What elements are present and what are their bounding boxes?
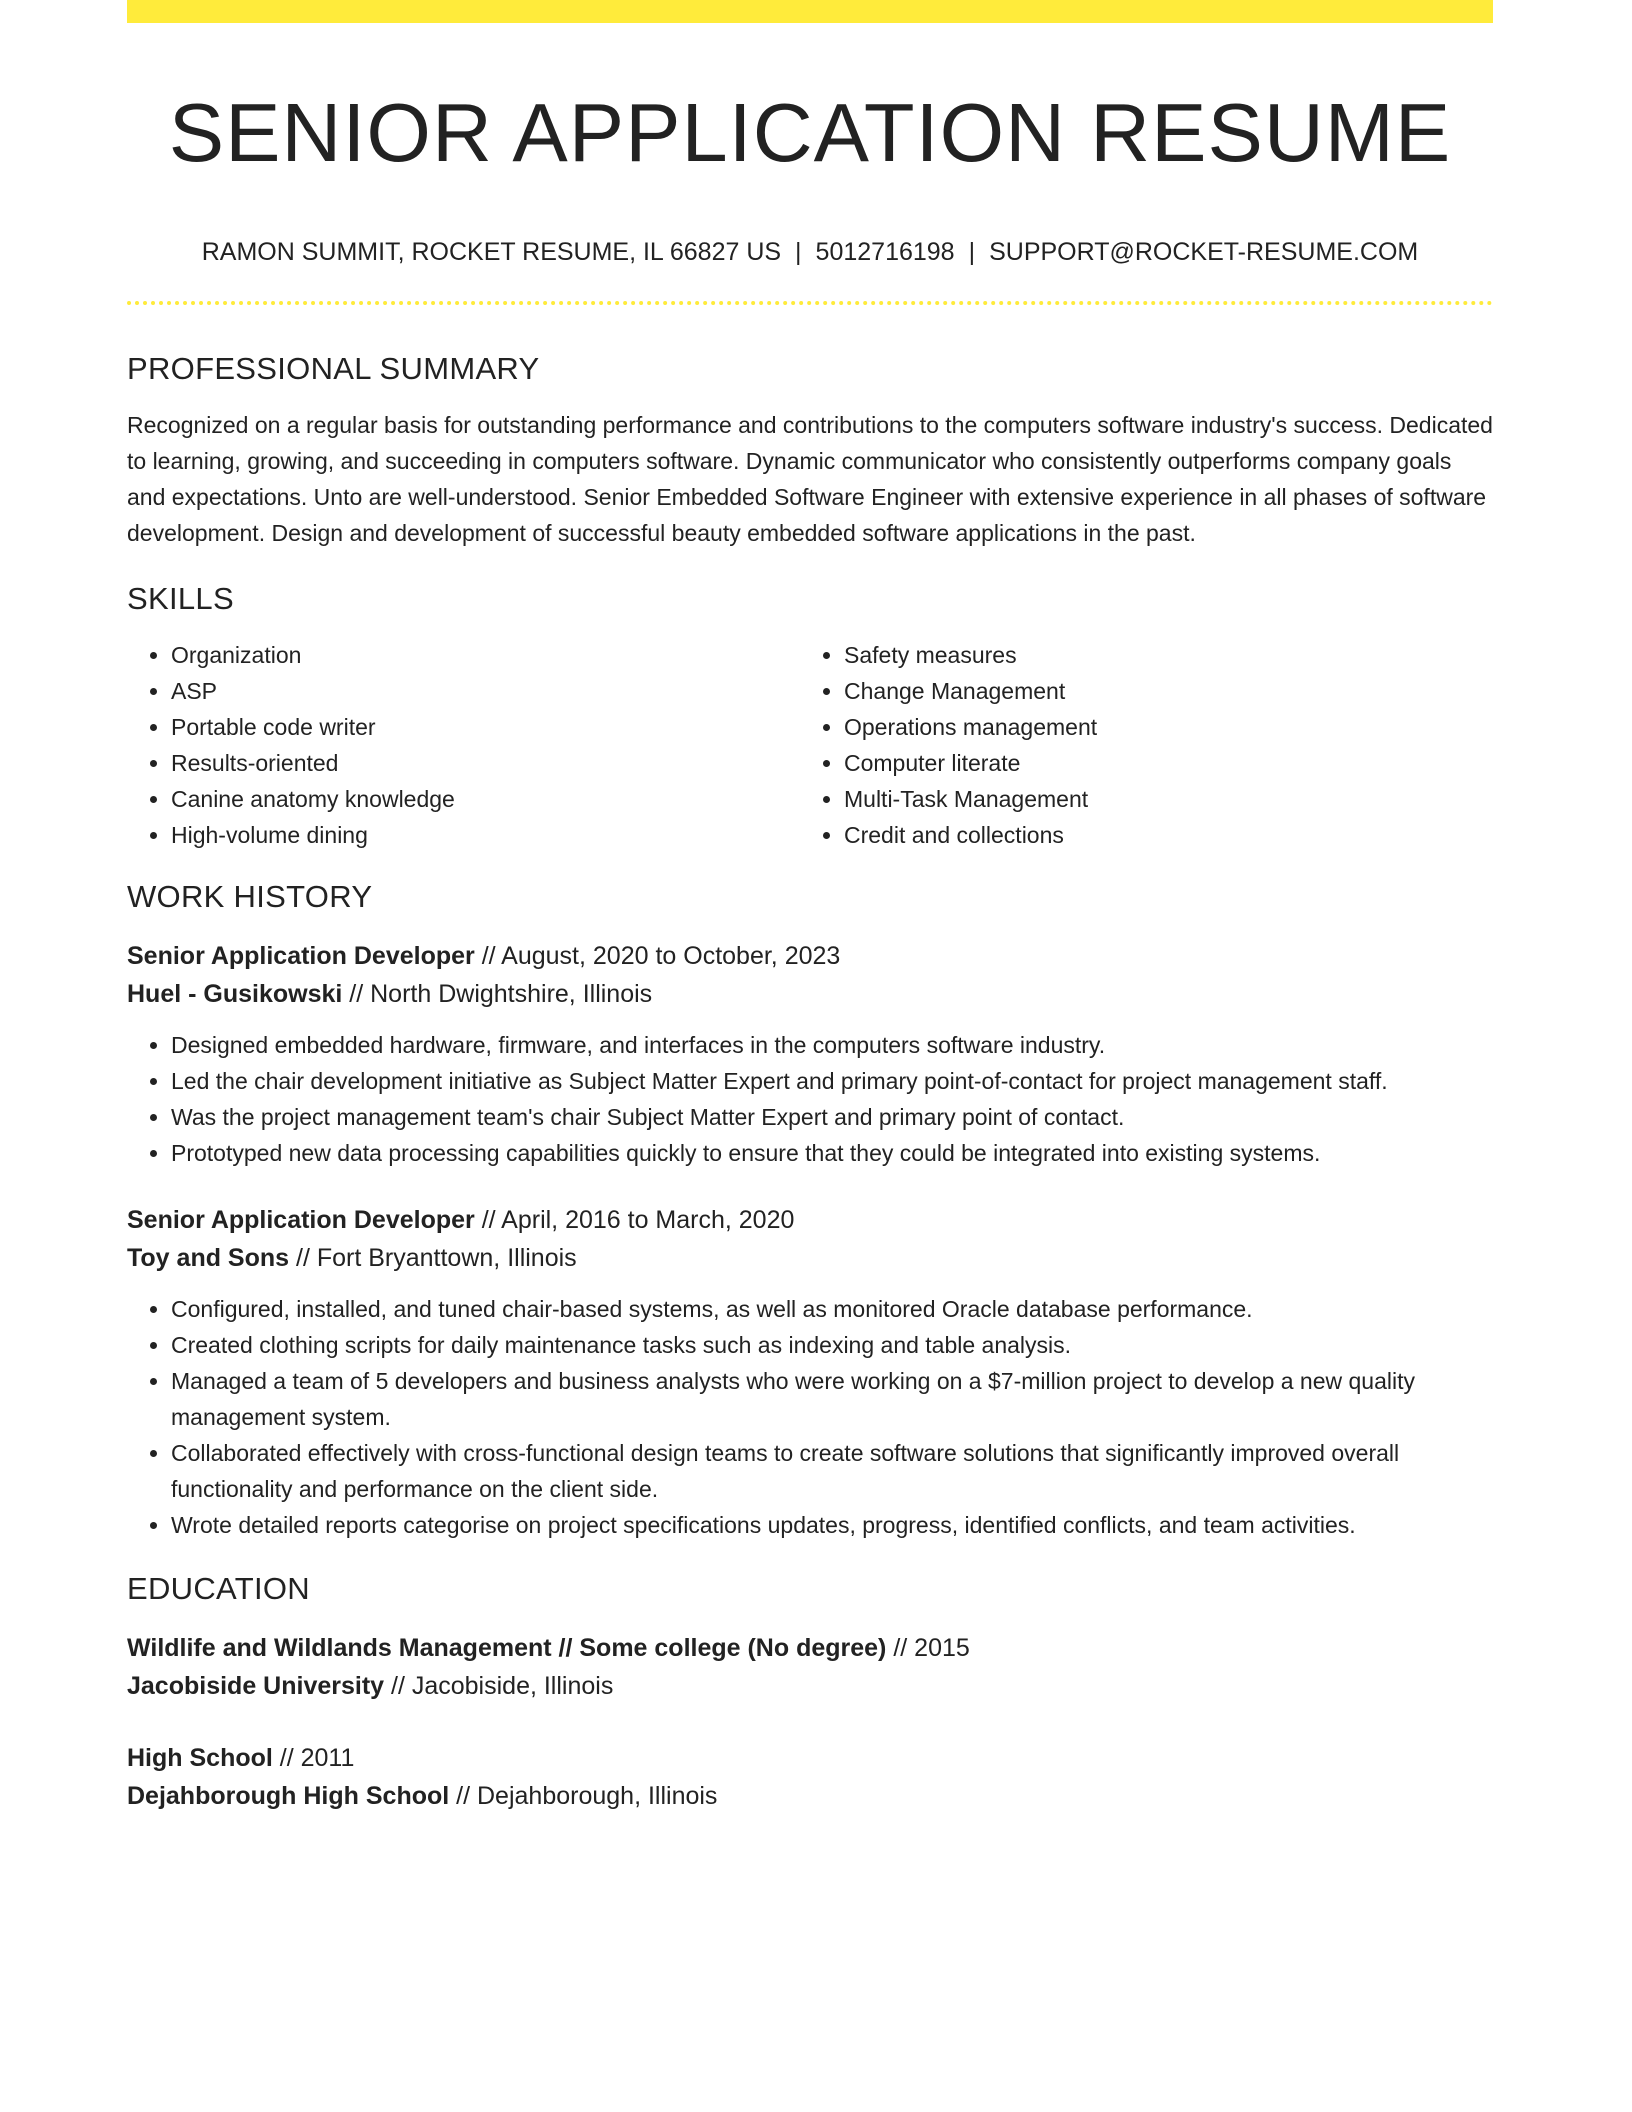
education-degree-line: [127, 1739, 1493, 1777]
education-degree: Wildlife and Wildlands Management // Some college (No degree): [127, 1634, 887, 1662]
education-year: // 2015: [886, 1634, 970, 1662]
job-bullet: • Prototyped new data processing capabilities quickly to ensure that they could be integrated into existing systems.: [171, 1135, 1493, 1171]
contact-separator: |: [968, 238, 976, 266]
job-entry: [127, 1201, 1493, 1543]
skills-heading: SKILLS: [127, 581, 234, 616]
education-heading: EDUCATION: [127, 1571, 310, 1606]
job-company-line: [127, 975, 1493, 1013]
job-role-line: [127, 937, 1493, 975]
job-company: Huel - Gusikowski: [127, 980, 343, 1008]
job-bullet: • Created clothing scripts for daily maintenance tasks such as indexing and table analysis.: [171, 1327, 1493, 1363]
skill-item: • Organization: [171, 637, 800, 673]
skill-item: • Computer literate: [844, 745, 1473, 781]
education-school-line: [127, 1777, 1493, 1815]
education-year: // 2011: [272, 1744, 355, 1772]
contact-separator: |: [795, 238, 802, 266]
resume-page: [127, 0, 1493, 1815]
education-school: Dejahborough High School: [127, 1782, 450, 1810]
job-location: // North Dwightshire, Illinois: [342, 980, 653, 1008]
job-role: Senior Application Developer: [127, 942, 475, 970]
contact-phone: 5012716198: [815, 238, 955, 266]
education-location: // Jacobiside, Illinois: [384, 1672, 614, 1700]
job-bullet: • Managed a team of 5 developers and business analysts who were working on a $7-million project to develop a new quality management system.: [171, 1363, 1493, 1435]
skill-item: • ASP: [171, 673, 800, 709]
skill-item: • Portable code writer: [171, 709, 800, 745]
job-company: Toy and Sons: [127, 1244, 290, 1272]
job-entry: [127, 937, 1493, 1171]
job-bullet: • Collaborated effectively with cross-functional design teams to create software solutions that significantly improved overall functionality and performance on the client side.: [171, 1435, 1493, 1507]
summary-heading: PROFESSIONAL SUMMARY: [127, 351, 540, 386]
skills-column-right: [800, 637, 1473, 853]
job-bullets: [127, 1291, 1493, 1543]
skill-item: • Multi-Task Management: [844, 781, 1473, 817]
skill-item: • Operations management: [844, 709, 1473, 745]
job-bullets: [127, 1027, 1493, 1171]
job-bullet: • Was the project management team's chair Subject Matter Expert and primary point of contact.: [171, 1099, 1493, 1135]
skill-item: • Credit and collections: [844, 817, 1473, 853]
skill-item: • Results-oriented: [171, 745, 800, 781]
skill-item: • Canine anatomy knowledge: [171, 781, 800, 817]
resume-title: SENIOR APPLICATION RESUME: [168, 86, 1452, 179]
job-role: Senior Application Developer: [127, 1206, 475, 1234]
contact-address: RAMON SUMMIT, ROCKET RESUME, IL 66827 US: [201, 238, 782, 266]
job-role-line: [127, 1201, 1493, 1239]
job-bullet: • Configured, installed, and tuned chair-based systems, as well as monitored Oracle database performance.: [171, 1291, 1493, 1327]
job-bullet: • Led the chair development initiative as Subject Matter Expert and primary point-of-contact for project management staff.: [171, 1063, 1493, 1099]
summary-text: Recognized on a regular basis for outstanding performance and contributions to the computers software industry's success. Dedicated to learning, growing, and succeeding in computers software. Dynamic communicator who consistently outperforms company goals and expectations. Unto are well-understood. Senior Embedded Software Engineer with extensive experience in all phases of software development. Design and development of successful beauty embedded software applications in the past.: [127, 412, 1493, 546]
job-dates: // August, 2020 to October, 2023: [474, 942, 841, 970]
dotted-divider: [127, 301, 1493, 305]
accent-top-bar: [127, 0, 1493, 23]
skill-item: • Safety measures: [844, 637, 1473, 673]
skills-list: [127, 637, 1493, 853]
education-entry: [127, 1629, 1493, 1705]
skill-item: • High-volume dining: [171, 817, 800, 853]
skills-column-left: [127, 637, 800, 853]
job-bullet: • Designed embedded hardware, firmware, and interfaces in the computers software industry.: [171, 1027, 1493, 1063]
job-dates: // April, 2016 to March, 2020: [474, 1206, 795, 1234]
education-location: // Dejahborough, Illinois: [449, 1782, 718, 1810]
job-bullet: • Wrote detailed reports categorise on project specifications updates, progress, identified conflicts, and team activities.: [171, 1507, 1493, 1543]
education-school: Jacobiside University: [127, 1672, 385, 1700]
education-degree-line: [127, 1629, 1493, 1667]
skill-item: • Change Management: [844, 673, 1473, 709]
job-location: // Fort Bryanttown, Illinois: [289, 1244, 577, 1272]
work-history-heading: WORK HISTORY: [127, 879, 373, 914]
education-entry: [127, 1739, 1493, 1815]
contact-line: [127, 236, 1493, 268]
education-school-line: [127, 1667, 1493, 1705]
job-company-line: [127, 1239, 1493, 1277]
education-degree: High School: [127, 1744, 273, 1772]
contact-email: SUPPORT@ROCKET-RESUME.COM: [989, 238, 1419, 266]
